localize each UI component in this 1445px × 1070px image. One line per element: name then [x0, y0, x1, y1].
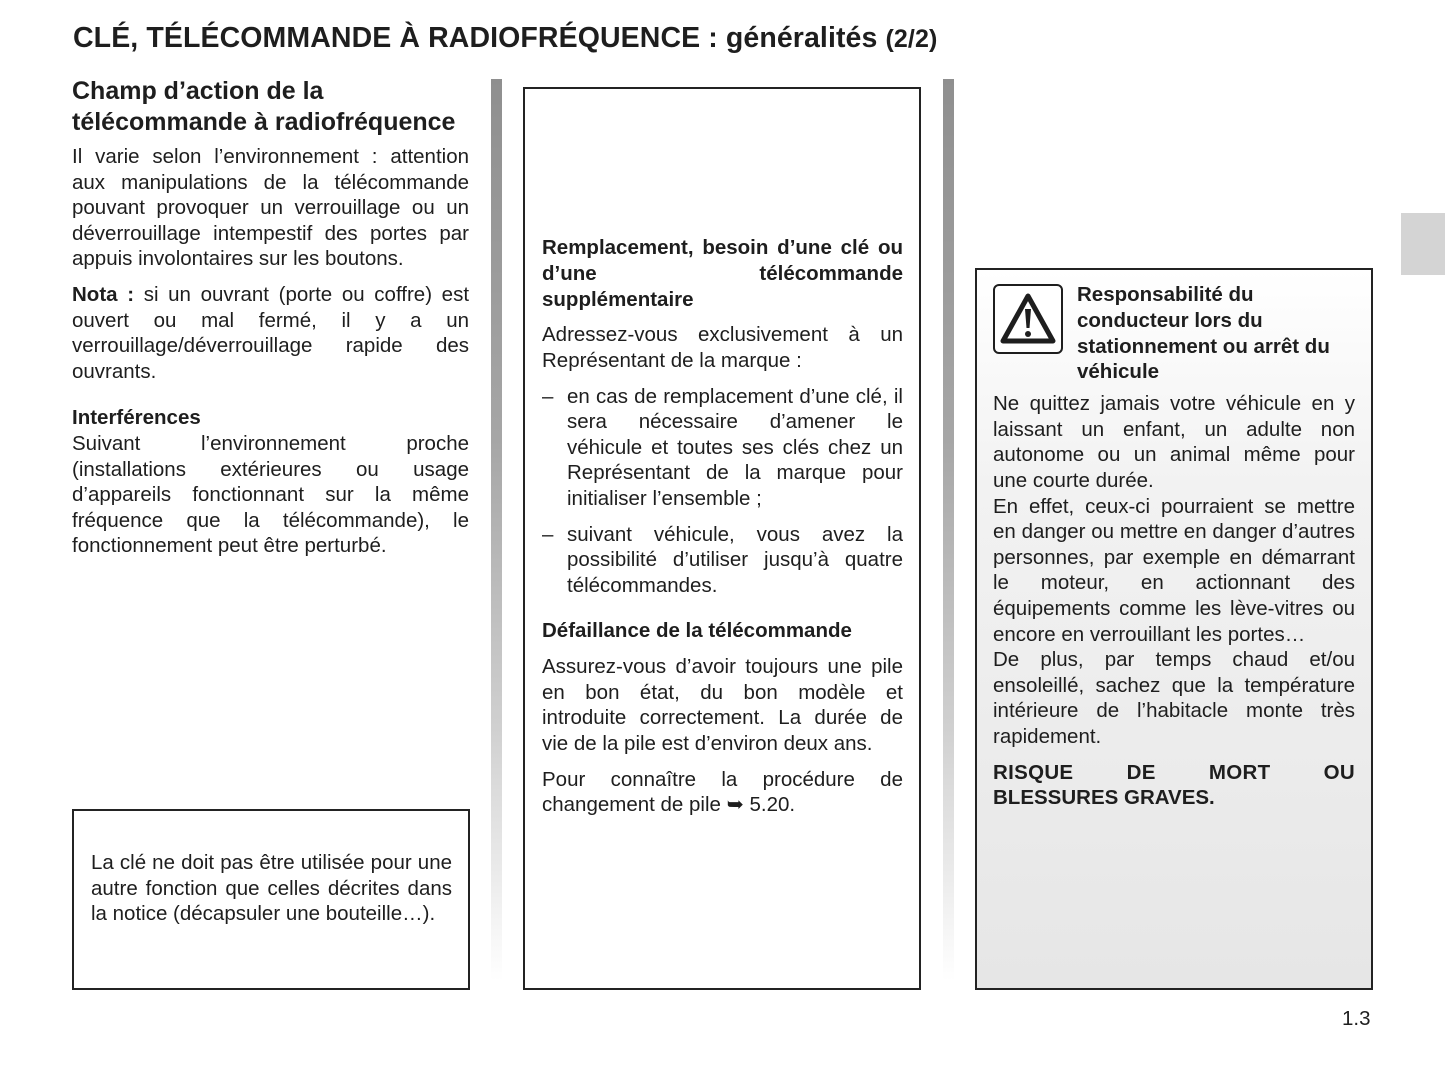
warning-triangle-icon [993, 284, 1063, 354]
page-reference-link[interactable]: 5.20. [743, 793, 796, 817]
notice-box [72, 809, 470, 990]
nota-paragraph [72, 282, 469, 384]
section-heading: Champ d’action de la télécommande à radiofréquence [72, 77, 456, 136]
column-divider-right [943, 79, 954, 981]
title-main: CLÉ, TÉLÉCOMMANDE À RADIOFRÉQUENCE : [73, 22, 726, 54]
interference-heading: Interférences [72, 406, 201, 430]
procedure-paragraph: Pour connaître la procédure de changement de pile ➥ 5.20. [542, 767, 903, 817]
warning-paragraph-1: Ne quittez jamais votre véhicule en y laissant un enfant, un adulte non autonome ou un animal même pour une courte durée. [993, 392, 1355, 492]
replacement-list [542, 384, 903, 599]
interference-paragraph: Suivant l’environnement proche (installations extérieures ou usage d’appareils fonctionnant sur la même fréquence que la télécommande), le fonctionnement peut être perturbé. [72, 431, 469, 558]
nota-text: si un ouvrant (porte ou coffre) est ouvert ou mal fermé, il y a un verrouillage/déverrouillage rapide des ouvrants. [72, 282, 470, 383]
notice-text: La clé ne doit pas être utilisée pour une autre fonction que celles décrites dans la notice (décapsuler une bouteille…). [91, 851, 452, 926]
risk-warning-line-1: RISQUE DE MORT OU [993, 760, 1355, 784]
warning-paragraph-3: De plus, par temps chaud et/ou ensoleillé, sachez que la température intérieure de l’habitacle monte très rapidement. [993, 648, 1355, 748]
warning-title: Responsabilité du conducteur lors du stationnement ou arrêt du véhicule [1077, 283, 1330, 384]
chapter-tab [1401, 213, 1445, 275]
page-number: 1.3 [1342, 1007, 1371, 1030]
warning-paragraph-2: En effet, ceux-ci pourraient se mettre en danger ou mettre en danger d’autres personnes, par exemple en démarrant le moteur, en actionnant des équipements comme les lève-vitres ou encore en verrouillant les portes… [993, 494, 1355, 646]
title-sub: généralités [725, 22, 886, 54]
warning-box [975, 268, 1373, 990]
failure-heading: Défaillance de la télécommande [542, 619, 852, 643]
risk-warning-line-2: BLESSURES GRAVES. [993, 786, 1215, 810]
replacement-heading: Remplacement, besoin d’une clé ou d’une télécommande supplémentaire [542, 236, 903, 311]
info-box [523, 87, 921, 990]
list-item: – en cas de remplacement d’une clé, il sera nécessaire d’amener le véhicule et toutes ses clés chez un Représentant de la marque pour initialiser l’ensemble ; [542, 384, 903, 510]
arrow-reference-icon: ➥ [726, 793, 744, 817]
nota-label: Nota : [72, 282, 135, 306]
warning-header [993, 282, 1355, 385]
title-part: (2/2) [885, 25, 938, 53]
column-divider-left [491, 79, 502, 981]
column-left [72, 76, 469, 559]
page-title [73, 22, 937, 55]
intro-paragraph: Il varie selon l’environnement : attention aux manipulations de la télécommande pouvant provoquer un verrouillage ou un déverrouillage intempestif des portes par appuis involontaires sur les boutons. [72, 145, 469, 271]
failure-paragraph: Assurez-vous d’avoir toujours une pile en bon état, du bon modèle et introduite correctement. La durée de vie de la pile est d’environ deux ans. [542, 655, 903, 755]
list-item: – suivant véhicule, vous avez la possibilité d’utiliser jusqu’à quatre télécommandes. [542, 522, 903, 597]
replacement-intro: Adressez-vous exclusivement à un Représentant de la marque : [542, 323, 903, 372]
